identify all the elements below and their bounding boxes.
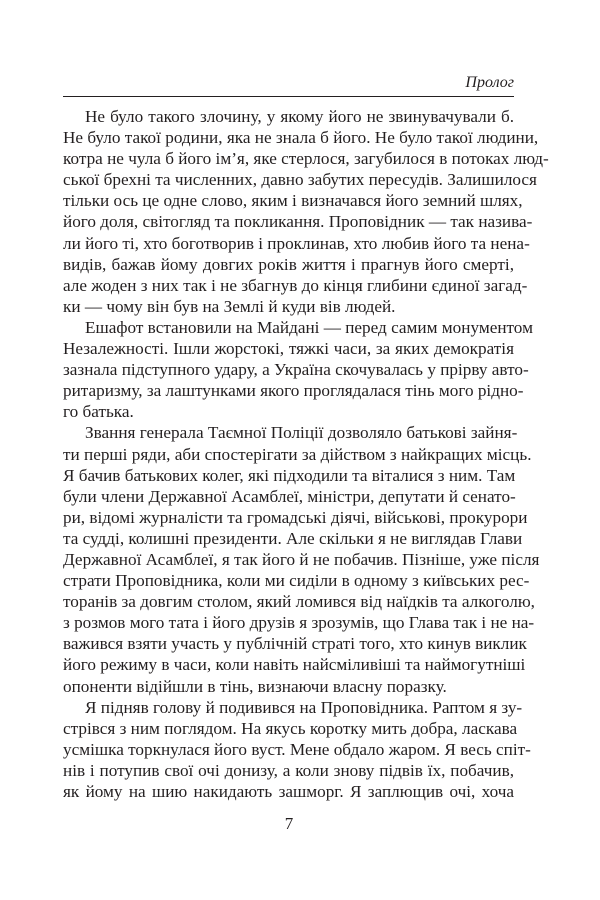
running-header: [63, 72, 514, 97]
text-line: ритаризму, за лаштунками якого проглядалася тінь мого рідно-: [63, 381, 524, 401]
paragraph: [63, 106, 549, 317]
text-line: Я підняв голову й подивився на Проповідника. Раптом я зу-: [85, 697, 523, 717]
text-line: ри, відомі журналісти та громадські діячі, військові, прокурори: [63, 507, 528, 527]
text-line: стрівся з ним поглядом. На якусь коротку мить добра, ласкава: [63, 718, 518, 738]
page-number: 7: [284, 814, 294, 833]
paragraph: [63, 317, 533, 422]
text-line: з розмов мого тата і його друзів я зрозумів, що Глава так і не на-: [63, 613, 535, 633]
text-line: але жоден з них так і не збагнув до кінця глибини єдиної загад-: [63, 275, 528, 295]
text-line: його доля, світогляд та покликання. Проповідник — так назива-: [63, 212, 533, 232]
text-line: котра не чула б його ім’я, яке стерлося, загубилося в потоках люд-: [63, 149, 549, 169]
paragraph: [63, 697, 531, 802]
text-line: ки — чому він був на Землі й куди вів людей.: [63, 296, 396, 316]
text-line: видів, бажав йому довгих років життя і прагнув його смерті,: [63, 254, 514, 274]
text-line: ської брехні та численних, давно забутих пересудів. Залишилося: [63, 170, 537, 190]
text-line: страти Проповідника, коли ми сиділи в одному з київських рес-: [63, 571, 530, 591]
text-line: нів і потупив свої очі донизу, а коли знову підвів їх, побачив,: [63, 760, 514, 780]
paragraph: [63, 422, 540, 696]
text-line: опоненти відійшли в тінь, визнаючи власну поразку.: [63, 676, 447, 696]
text-line: його режиму в часи, коли навіть найсміливіші та наймогутніші: [63, 655, 526, 675]
text-line: ли його ті, хто боготворив і проклинав, хто любив його та нена-: [63, 233, 530, 253]
text-line: ти перші ряди, аби спостерігати за дійством з найкращих місць.: [63, 444, 532, 464]
text-line: Державної Асамблеї, я так його й не побачив. Пізніше, уже після: [63, 549, 540, 569]
text-line: Звання генерала Таємної Поліції дозволяло батькові зайня-: [85, 423, 518, 443]
text-line: Не було такого злочину, у якому його не звинувачували б.: [85, 107, 514, 126]
running-title: Пролог: [465, 74, 514, 91]
text-line: усмішка торкнулася його вуст. Мене обдало жаром. Я весь спіт-: [63, 739, 531, 759]
text-line: торанів за довгим столом, який ломився від наїдків та алкоголю,: [63, 592, 535, 612]
text-line: як йому на шию накидають зашморг. Я заплющив очі, хоча: [63, 782, 514, 801]
text-line: Я бачив батькових колег, які підходили та віталися з ним. Там: [63, 465, 516, 485]
text-line: Незалежності. Ішли жорстокі, тяжкі часи, за яких демократія: [63, 339, 514, 359]
text-line: зазнала підступного удару, а Україна скочувалась у прірву авто-: [63, 360, 529, 380]
text-line: та судді, колишні президенти. Але скільки я не виглядав Глави: [63, 528, 523, 548]
text-line: тільки ось це одне слово, яким і визначався його земний шлях,: [63, 191, 523, 211]
text-line: Ешафот встановили на Майдані — перед самим монументом: [85, 317, 533, 337]
text-line: го батька.: [63, 402, 134, 422]
text-line: були члени Державної Асамблеї, міністри, депутати й сенато-: [63, 486, 516, 506]
body-text: [63, 106, 549, 802]
text-line: Не було такої родини, яка не знала б його. Не було такої людини,: [63, 128, 539, 148]
text-line: важився взяти участь у публічній страті того, хто кинув виклик: [63, 634, 527, 654]
